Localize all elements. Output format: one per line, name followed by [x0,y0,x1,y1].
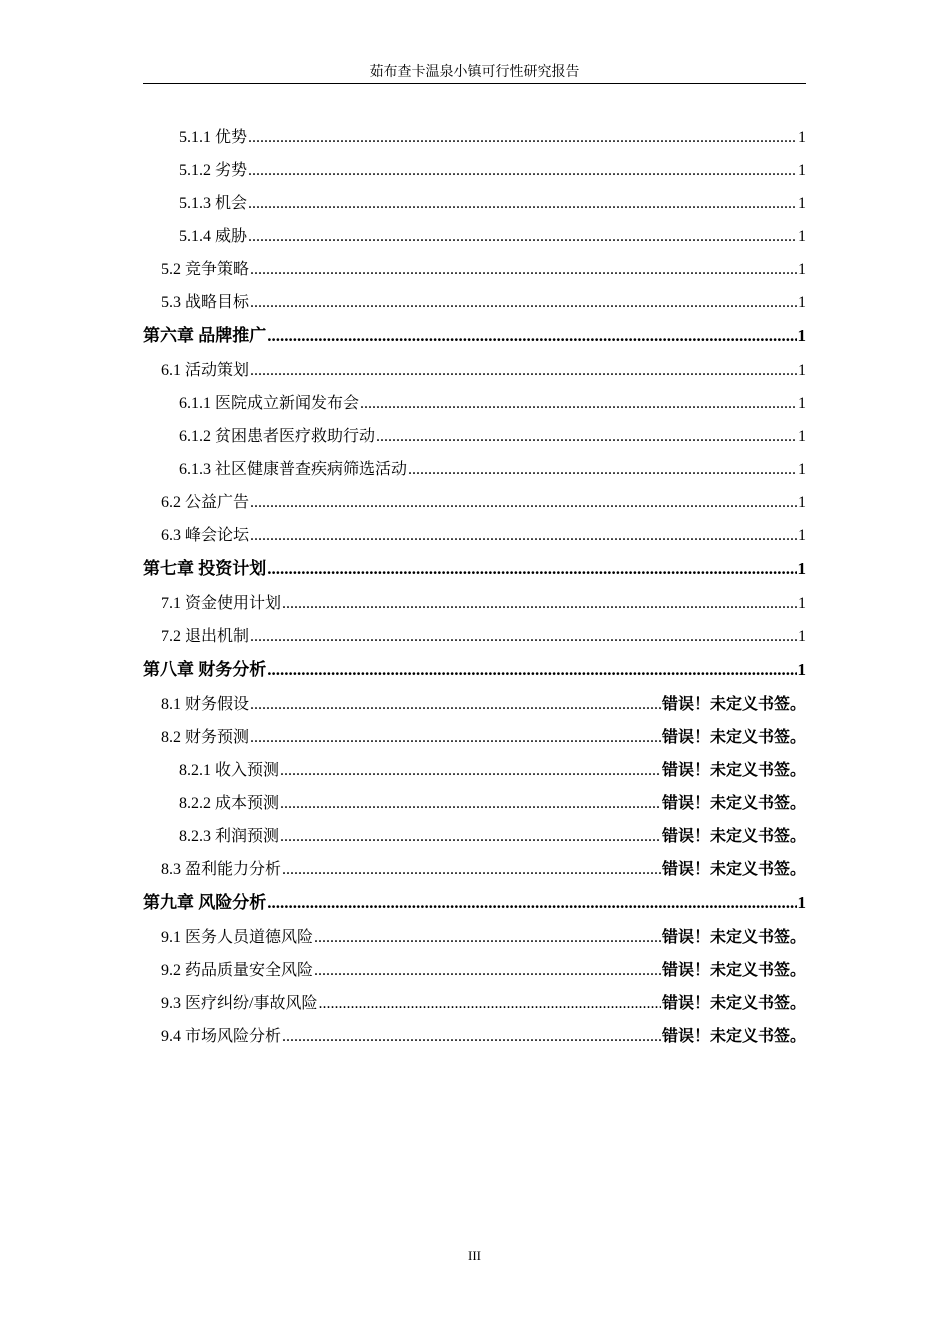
toc-entry-title: 第六章 品牌推广 [143,326,267,345]
toc-dot-leader [248,154,797,187]
toc-entry[interactable] [143,486,806,519]
toc-entry[interactable] [143,253,806,286]
toc-entry-title: 8.2.3 利润预测 [179,828,280,845]
toc-page-number: 1 [798,628,806,645]
toc-entry[interactable] [143,921,806,954]
toc-entry-title: 8.2 财务预测 [161,729,250,746]
toc-entry[interactable] [143,519,806,552]
toc-dot-leader [248,220,797,253]
toc-page-number: 1 [798,362,806,379]
toc-entry-title: 5.1.1 优势 [179,129,248,146]
toc-dot-leader [280,820,661,853]
toc-page-number: 1 [798,395,806,412]
toc-entry-title: 6.1.1 医院成立新闻发布会 [179,395,360,412]
toc-entry[interactable] [143,721,806,754]
toc-dot-leader [267,552,796,586]
toc-bookmark-error: 错误！未定义书签。 [661,1028,806,1045]
toc-bookmark-error: 错误！未定义书签。 [661,762,806,779]
toc-dot-leader [408,453,797,486]
toc-entry-title: 6.1 活动策划 [161,362,250,379]
toc-entry[interactable] [143,387,806,420]
toc-entry[interactable] [143,187,806,220]
toc-entry-title: 6.2 公益广告 [161,494,250,511]
toc-dot-leader [250,688,661,721]
toc-entry-title: 9.1 医务人员道德风险 [161,929,314,946]
toc-entry[interactable] [143,587,806,620]
toc-entry-title: 5.1.4 威胁 [179,228,248,245]
toc-entry-title: 6.3 峰会论坛 [161,527,250,544]
toc-page-number: 1 [797,326,806,345]
toc-entry[interactable] [143,954,806,987]
toc-dot-leader [250,519,797,552]
toc-dot-leader [250,486,797,519]
toc-dot-leader [250,354,797,387]
toc-dot-leader [248,187,797,220]
toc-bookmark-error: 错误！未定义书签。 [661,729,806,746]
toc-page-number: 1 [798,228,806,245]
toc-entry-title: 8.2.2 成本预测 [179,795,280,812]
toc-page-number: 1 [798,162,806,179]
toc-entry[interactable] [143,121,806,154]
toc-entry[interactable] [143,688,806,721]
toc-entry[interactable] [143,420,806,453]
toc-page-number: 1 [798,428,806,445]
toc-page-number: 1 [798,595,806,612]
page-number: III [468,1248,481,1263]
toc-entry[interactable] [143,653,806,687]
toc-entry-title: 5.2 竞争策略 [161,261,250,278]
toc-page-number: 1 [797,660,806,679]
toc-entry-title: 6.1.2 贫困患者医疗救助行动 [179,428,376,445]
toc-dot-leader [250,253,797,286]
toc-dot-leader [282,587,797,620]
toc-entry[interactable] [143,286,806,319]
toc-page-number: 1 [798,461,806,478]
toc-entry-title: 8.3 盈利能力分析 [161,861,282,878]
toc-dot-leader [267,886,796,920]
toc-dot-leader [248,121,797,154]
toc-entry-title: 8.1 财务假设 [161,696,250,713]
toc-page-number: 1 [798,494,806,511]
toc-page-number: 1 [798,294,806,311]
toc-entry-title: 5.1.2 劣势 [179,162,248,179]
toc-page-number: 1 [798,129,806,146]
toc-dot-leader [267,653,796,687]
toc-entry[interactable] [143,886,806,920]
toc-dot-leader [360,387,797,420]
toc-dot-leader [280,787,661,820]
toc-entry[interactable] [143,552,806,586]
toc-dot-leader [280,754,661,787]
toc-dot-leader [314,954,661,987]
toc-bookmark-error: 错误！未定义书签。 [661,962,806,979]
toc-entry[interactable] [143,1020,806,1053]
toc-entry[interactable] [143,154,806,187]
toc-page-number: 1 [797,559,806,578]
toc-entry[interactable] [143,620,806,653]
toc-dot-leader [250,286,797,319]
toc-dot-leader [314,921,661,954]
toc-bookmark-error: 错误！未定义书签。 [661,995,806,1012]
toc-bookmark-error: 错误！未定义书签。 [661,795,806,812]
toc-entry-title: 9.2 药品质量安全风险 [161,962,314,979]
toc-dot-leader [250,721,661,754]
toc-entry-title: 9.3 医疗纠纷/事故风险 [161,995,318,1012]
toc-entry-title: 7.2 退出机制 [161,628,250,645]
toc-entry-title: 7.1 资金使用计划 [161,595,282,612]
toc-entry[interactable] [143,853,806,886]
toc-entry[interactable] [143,220,806,253]
toc-page-number: 1 [797,893,806,912]
toc-dot-leader [267,319,796,353]
toc-entry-title: 第七章 投资计划 [143,559,267,578]
toc-entry-title: 6.1.3 社区健康普查疾病筛选活动 [179,461,408,478]
toc-bookmark-error: 错误！未定义书签。 [661,696,806,713]
toc-entry[interactable] [143,820,806,853]
toc-entry[interactable] [143,319,806,353]
toc-entry[interactable] [143,754,806,787]
toc-page-number: 1 [798,195,806,212]
toc-entry[interactable] [143,354,806,387]
toc-dot-leader [376,420,797,453]
toc-bookmark-error: 错误！未定义书签。 [661,828,806,845]
table-of-contents [143,121,806,1053]
toc-entry-title: 5.3 战略目标 [161,294,250,311]
toc-entry-title: 第八章 财务分析 [143,660,267,679]
toc-entry[interactable] [143,787,806,820]
toc-page-number: 1 [798,261,806,278]
toc-dot-leader [250,620,797,653]
header-rule [143,83,806,84]
page-header: 茹布查卡温泉小镇可行性研究报告 [369,65,580,80]
toc-page-number: 1 [798,527,806,544]
toc-dot-leader [282,853,661,886]
toc-bookmark-error: 错误！未定义书签。 [661,929,806,946]
toc-entry[interactable] [143,453,806,486]
toc-entry-title: 9.4 市场风险分析 [161,1028,282,1045]
toc-entry-title: 5.1.3 机会 [179,195,248,212]
toc-dot-leader [318,987,661,1020]
toc-dot-leader [282,1020,661,1053]
toc-entry[interactable] [143,987,806,1020]
toc-bookmark-error: 错误！未定义书签。 [661,861,806,878]
toc-entry-title: 第九章 风险分析 [143,893,267,912]
toc-entry-title: 8.2.1 收入预测 [179,762,280,779]
